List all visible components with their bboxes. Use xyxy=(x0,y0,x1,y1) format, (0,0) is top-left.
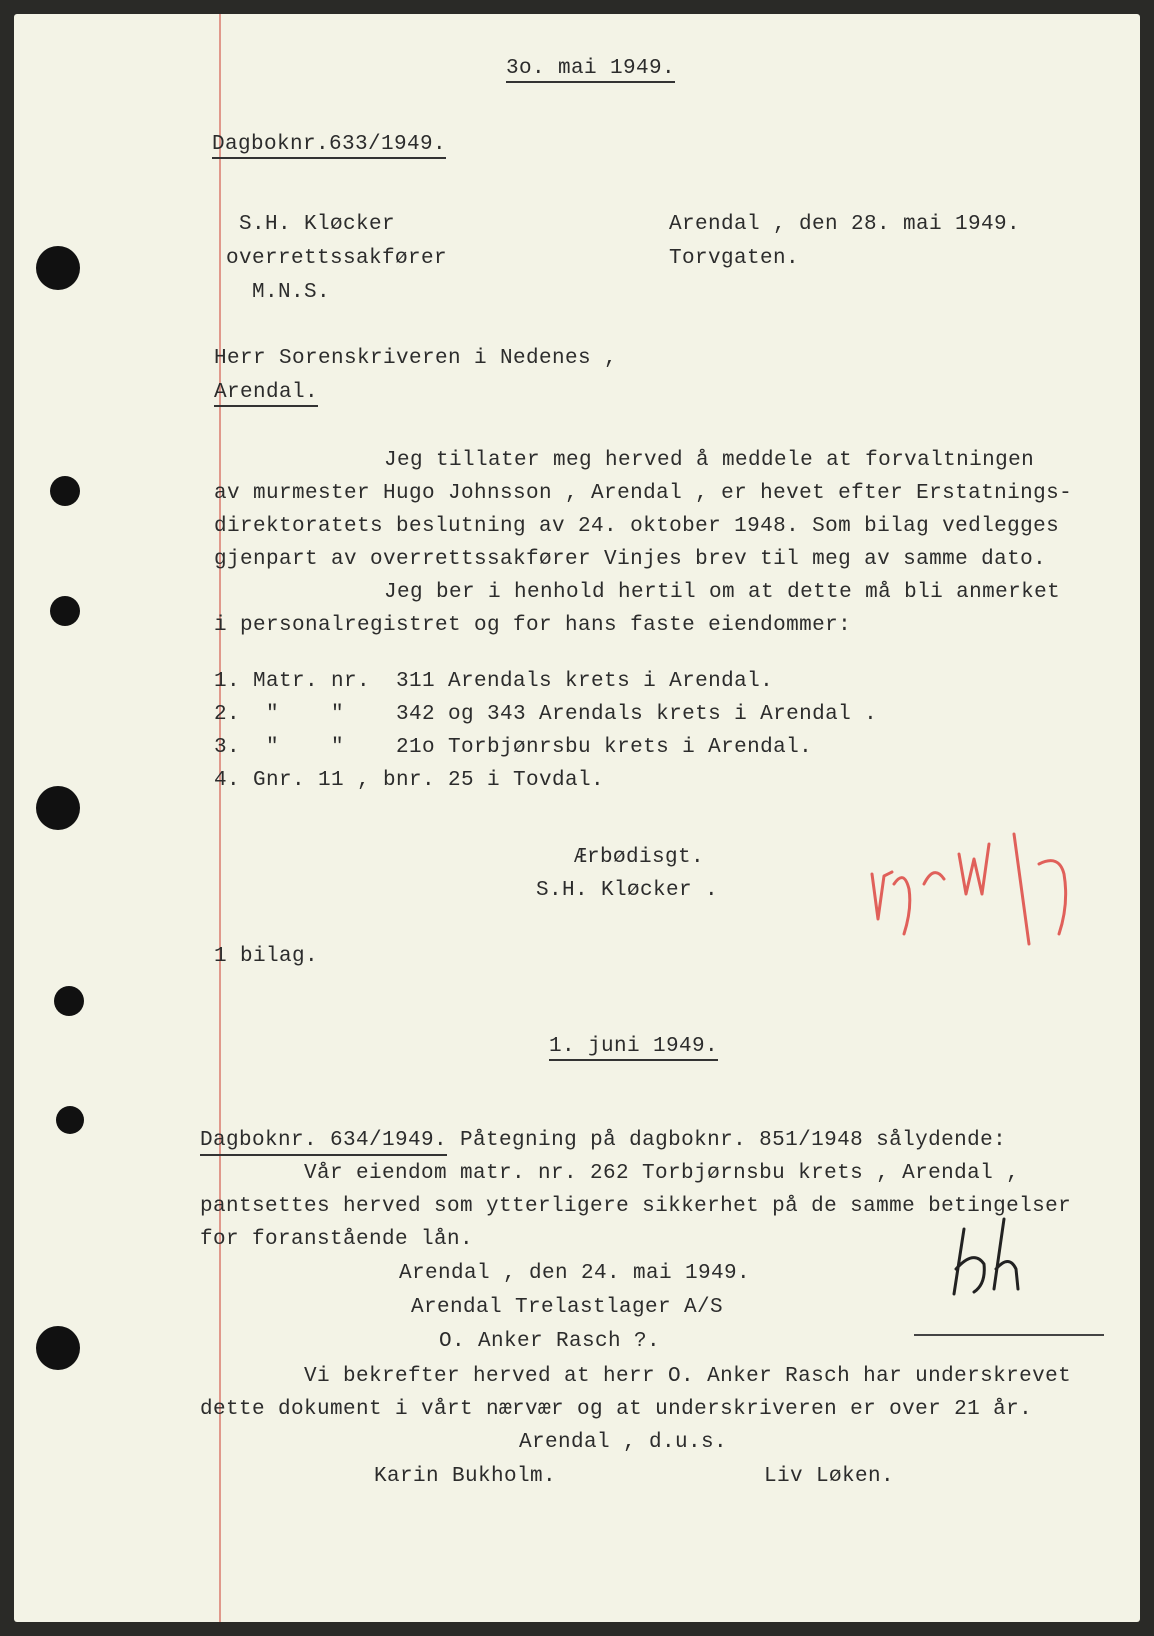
list-item: 1. Matr. nr. 311 Arendals krets i Arendal. xyxy=(214,670,774,693)
punch-hole xyxy=(36,246,80,290)
red-initials-signature xyxy=(864,814,1124,964)
witness-name: Liv Løken. xyxy=(764,1465,895,1488)
witness-name: Karin Bukholm. xyxy=(374,1465,557,1488)
attachment-note: 1 bilag. xyxy=(214,945,319,968)
punch-hole xyxy=(36,786,80,830)
entry2-dagbok: Dagboknr. 634/1949. xyxy=(200,1129,447,1156)
body-line: i personalregistret og for hans faste eiendommer: xyxy=(214,614,852,637)
place-date: Arendal , den 28. mai 1949. xyxy=(669,213,1021,236)
body-line: Jeg ber i henhold hertil om at dette må bli anmerket xyxy=(384,581,1061,604)
punch-hole xyxy=(54,986,84,1016)
sender-line: M.N.S. xyxy=(252,281,331,304)
punch-hole xyxy=(50,596,80,626)
witness-line: Vi bekrefter herved at herr O. Anker Rasch har underskrevet xyxy=(304,1365,1072,1388)
punch-hole xyxy=(36,1326,80,1370)
body-line: Jeg tillater meg herved å meddele at forvaltningen xyxy=(384,449,1035,472)
witness-line: dette dokument i vårt nærvær og at underskriveren er over 21 år. xyxy=(200,1398,1033,1421)
witness-place: Arendal , d.u.s. xyxy=(519,1431,728,1454)
entry2-date: 1. juni 1949. xyxy=(549,1036,718,1061)
recipient-line: Herr Sorenskriveren i Nedenes , xyxy=(214,347,618,370)
punch-hole xyxy=(50,476,80,506)
entry1-dagbok: Dagboknr.633/1949. xyxy=(212,134,446,159)
sender-line: S.H. Kløcker xyxy=(239,213,396,236)
entry2-heading xyxy=(200,1130,1006,1151)
punch-hole xyxy=(56,1106,84,1134)
body-line: gjenpart av overrettssakfører Vinjes brev til meg av samme dato. xyxy=(214,548,1047,571)
sender-line: overrettssakfører xyxy=(226,247,448,270)
body-line: direktoratets beslutning av 24. oktober 1948. Som bilag vedlegges xyxy=(214,515,1060,538)
closing-line: S.H. Kløcker . xyxy=(536,879,719,902)
black-initials-signature xyxy=(944,1214,1054,1304)
recipient-line: Arendal. xyxy=(214,382,318,407)
body-line: for foranstående lån. xyxy=(200,1228,474,1251)
body-line: Vår eiendom matr. nr. 262 Torbjørnsbu krets , Arendal , xyxy=(304,1162,1020,1185)
signer-name: O. Anker Rasch ?. xyxy=(439,1330,661,1353)
street: Torvgaten. xyxy=(669,247,800,270)
document-page xyxy=(14,14,1140,1622)
company-name: Arendal Trelastlager A/S xyxy=(411,1296,724,1319)
margin-line xyxy=(219,14,221,1622)
list-item: 2. " " 342 og 343 Arendals krets i Arendal . xyxy=(214,703,878,726)
signature-rule xyxy=(914,1334,1104,1336)
list-item: 3. " " 21o Torbjønrsbu krets i Arendal. xyxy=(214,736,813,759)
body-line: pantsettes herved som ytterligere sikkerhet på de samme betingelser xyxy=(200,1195,1072,1218)
entry2-place-date: Arendal , den 24. mai 1949. xyxy=(399,1262,751,1285)
closing-line: Ærbødisgt. xyxy=(574,846,705,869)
list-item: 4. Gnr. 11 , bnr. 25 i Tovdal. xyxy=(214,769,605,792)
entry2-heading-rest: Påtegning på dagboknr. 851/1948 sålydende: xyxy=(447,1129,1007,1152)
body-line: av murmester Hugo Johnsson , Arendal , er hevet efter Erstatnings- xyxy=(214,482,1073,505)
entry1-date: 3o. mai 1949. xyxy=(506,58,675,83)
